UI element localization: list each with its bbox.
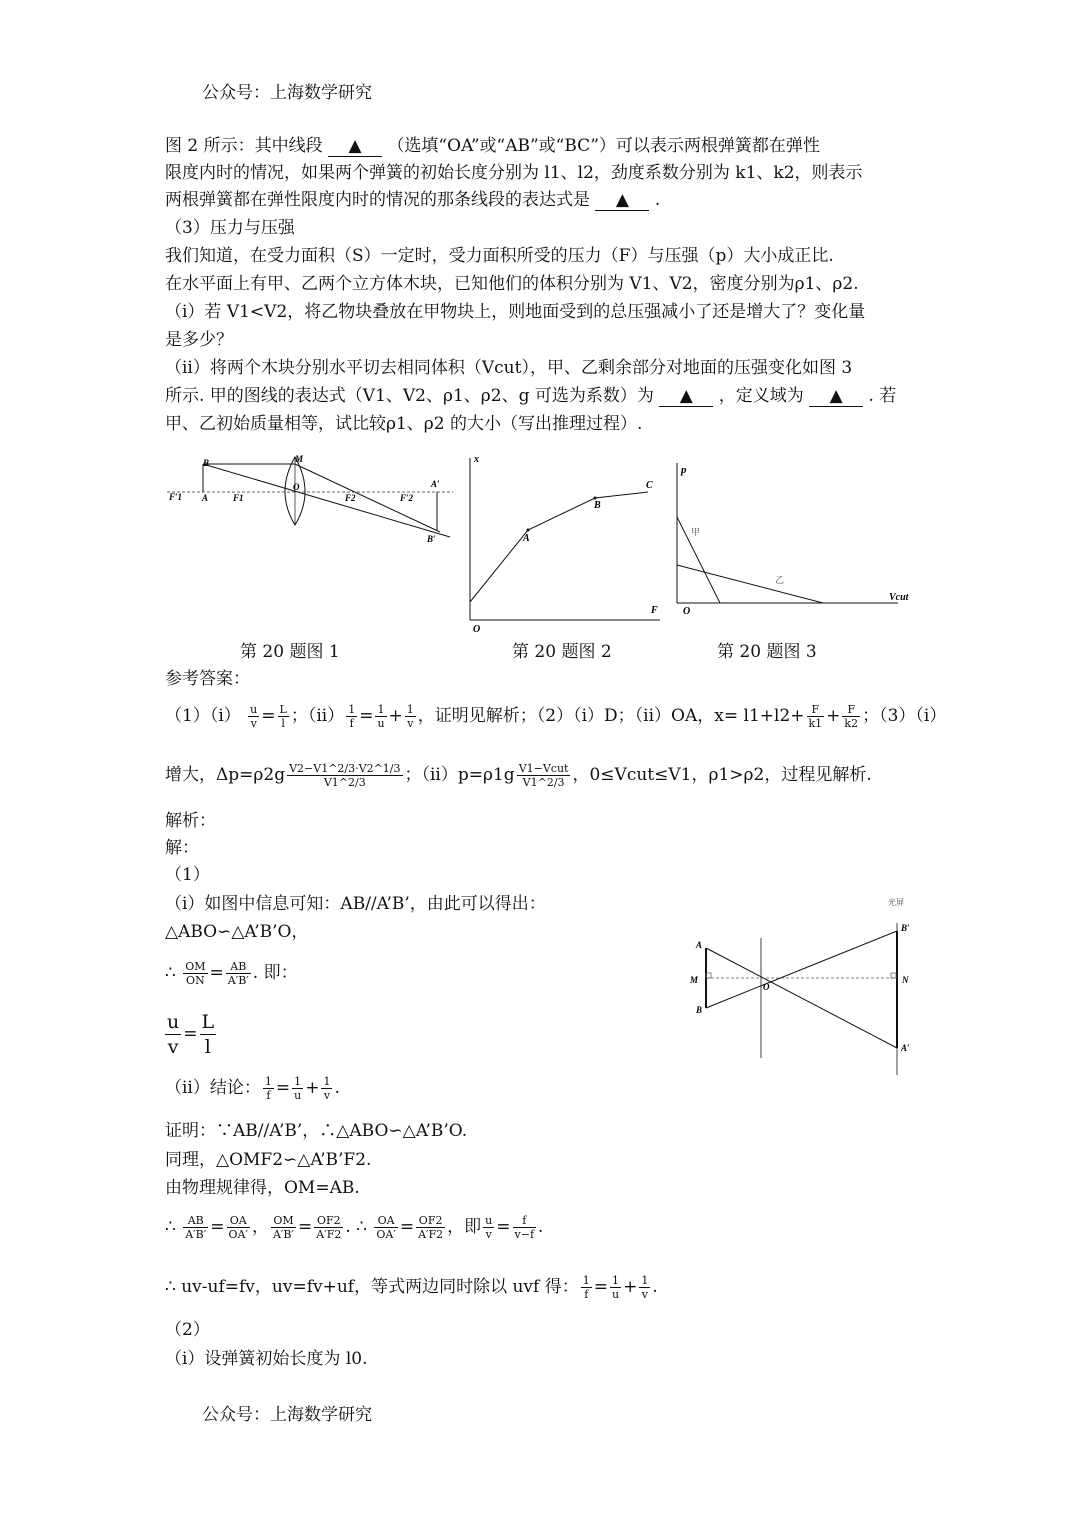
q3-i-line1: （i）若 V1<V2，将乙物块叠放在甲物块上，则地面受到的总压强减小了还是增大了？变化量 [165,302,866,322]
frac-den: A′F2 [418,1228,444,1241]
q3-text: . 若 [868,386,897,406]
solution-s3: △ABO∽△A’B’O， [165,922,309,942]
solution-s9: 由物理规律得，OM=AB. [165,1178,360,1198]
answer-text: ；（ii）p=ρ1g [404,765,515,785]
frac-den: v−f [514,1228,535,1241]
frac-num: OA [227,1214,250,1228]
solution-s2: （i）如图中信息可知：AB//A’B’，由此可以得出： [165,894,546,914]
frac-den: ON [186,974,205,987]
q3-ii-line2 [165,383,896,410]
answer-blank: ▲ [659,386,713,407]
frac-num: u [250,703,258,716]
answer-title: 参考答案： [165,669,250,689]
frac-u-v [248,703,259,730]
solution-text: ， [251,1217,269,1237]
q2-line1 [165,133,820,160]
frac-num: OF2 [314,1214,343,1228]
answer-text: ；（ii） [290,706,345,726]
frac-num: L [201,1011,215,1033]
frac-num: 1 [582,1274,590,1287]
frac-den: V1^2/3 [323,776,366,789]
frac-num: 1 [641,1274,649,1287]
solution-text: ∴ uv-uf=fv，uv=fv+uf，等式两边同时除以 uvf 得： [165,1277,579,1297]
frac-den: v [641,1288,648,1301]
frac-1-v [639,1274,650,1301]
frac-den: u [377,717,385,730]
label-F1: F1 [233,493,244,503]
answer-text: 增大，Δp=ρ2g [165,765,286,785]
graph-line-OABC [470,492,648,602]
frac-num: F [842,703,860,717]
frac-den: v [407,717,414,730]
frac-L-l-big [200,1010,217,1059]
frac-1-u [292,1075,303,1102]
frac-num: OM [185,960,206,973]
frac-F-k1 [807,703,825,730]
solution-text: . [334,1078,340,1098]
solution-s1: （1） [165,865,210,885]
solution-text: ，即 [447,1217,482,1237]
frac-den: f [349,717,354,730]
label-O: O [293,482,300,492]
frac-den: v [323,1089,331,1102]
frac-OF2-ApF2 [416,1214,445,1241]
q2-text: 图 2 所示：其中线段 [165,136,323,156]
label-F2: F2 [345,493,356,503]
label-O: O [473,624,481,635]
caption-fig1: 第 20 题图 1 [240,642,340,662]
q2-line2: 限度内时的情况，如果两个弹簧的初始长度分别为 l1、l2，劲度系数分别为 k1、k2，则表示 [165,163,863,183]
q3-para2: 在水平面上有甲、乙两个立方体木块，已知他们的体积分别为 V1、V2，密度分别为ρ1、ρ2. [165,274,859,294]
figure-lens-diagram [165,452,455,552]
q3-ii-line3: 甲、乙初始质量相等，试比较ρ1、ρ2 的大小（写出推理过程）. [165,414,643,434]
answer-blank: ▲ [328,136,382,157]
frac-num: 1 [406,703,414,716]
frac-den: l [281,717,285,730]
solution-s11: ∴ uv-uf=fv，uv=fv+uf，等式两边同时除以 uvf 得： $\frac{1}{f}$ = $\frac{1}{u}$ + $\frac{1}{v}$ . [165,1274,658,1301]
label-M: M [690,975,699,985]
frac-num: 1 [264,1075,272,1088]
label-jia: 甲 [691,527,701,537]
frac-den: v [485,1228,492,1241]
frac-den: v [167,1036,179,1058]
figure-projection-diagram [688,893,920,1078]
frac-num: V1−Vcut [518,762,569,775]
label-x: x [474,454,479,465]
solution-s5: $\frac{u}{v}$ = $\frac{L}{l}$ [167,1011,215,1058]
frac-1-f [581,1274,592,1301]
label-A: A [696,940,703,950]
frac-den: v [250,717,257,730]
frac-1-v [321,1075,332,1102]
q3-para1: 我们知道，在受力面积（S）一定时，受力面积所受的压力（F）与压强（p）大小成正比. [165,246,834,266]
page-footer: 公众号：上海数学研究 [202,1405,372,1425]
solution-s12: （2） [165,1320,210,1340]
frac-1-f [263,1075,274,1102]
caption-fig2: 第 20 题图 2 [512,642,612,662]
label-M: M [295,454,304,464]
frac-1-u [375,703,386,730]
frac-num: 1 [375,703,386,717]
label-C: C [646,480,653,491]
frac-u-v [483,1214,494,1241]
frac-OA-OAp [374,1214,397,1241]
frac-den: A′F2 [316,1228,342,1241]
label-Bp: B′ [427,534,436,544]
label-Bp: B′ [901,923,910,933]
label-Ap: A′ [431,479,440,489]
frac-OM-ON [183,960,207,987]
label-F1p: F′1 [169,492,183,502]
q3-text: 所示. 甲的图线的表达式（V1、V2、ρ1、ρ2、g 可选为系数）为 [165,386,654,406]
q3-text: ，定义域为 [718,386,804,406]
label-A: A [523,533,530,544]
q2-text: 两根弹簧都在弹性限度内时的情况的那条线段的表达式是 [165,190,590,210]
solution-text: （ii）结论： [165,1078,261,1098]
frac-num: AB [226,960,251,974]
solution-text: . ∴ [345,1217,367,1237]
frac-F-k2 [842,703,860,730]
label-O: O [683,606,691,617]
label-F: F [651,605,658,616]
answer-text: + [826,706,841,726]
frac-1-f [346,703,357,730]
solution-s4: ∴ $\frac{OM}{ON}$ = $\frac{AB}{A'B'}$ . 即： [165,960,298,987]
frac-den: f [584,1288,589,1301]
frac-AB-ApBp [226,960,251,987]
frac-den: f [266,1089,271,1102]
frac-num: OF2 [416,1214,445,1228]
frac-num: 1 [348,703,356,716]
frac-num: 1 [610,1274,621,1288]
frac-num: F [807,703,825,717]
answer-blank: ▲ [595,190,649,211]
frac-p [517,762,571,789]
frac-num: f [513,1214,537,1228]
ray-B [706,931,897,1008]
frac-den: k1 [808,717,823,730]
solution-s6: （ii）结论： $\frac{1}{f}$ = $\frac{1}{u}$ + $\frac{1}{v}$ . [165,1075,340,1102]
label-Vcut: Vcut [889,592,909,603]
frac-den: l [204,1036,211,1058]
q2-line3 [165,187,660,214]
frac-den: A′B′ [185,1228,207,1241]
figure-pressure-graph [673,455,918,620]
frac-OF2-ApF2 [314,1214,343,1241]
answer-text: ，0≤Vcut≤V1，ρ1>ρ2，过程见解析. [572,765,872,785]
frac-L-l [278,703,289,730]
answer-blank: ▲ [809,386,863,407]
frac-den: OA′ [228,1228,248,1241]
label-p: p [681,464,687,476]
frac-num: 1 [323,1075,331,1088]
answer-text: ，证明见解析；（2）（i）D；（ii）OA，x= l1+l2+ [417,706,805,726]
label-N: N [902,975,909,985]
frac-AB-ApBp [183,1214,208,1241]
q3-title: （3）压力与压强 [165,218,295,238]
label-O: O [763,982,770,992]
solution-s13: （i）设弹簧初始长度为 l0. [165,1349,368,1369]
solution-jie: 解： [165,838,199,858]
frac-den: V1^2/3 [522,776,565,789]
label-screen: 光屏 [888,898,904,907]
therefore: ∴ [165,1217,176,1237]
frac-den: u [611,1288,620,1301]
label-yi: 乙 [775,575,785,585]
label-B: B [594,500,601,511]
frac-num: AB [183,1214,208,1228]
line-yi [677,565,823,603]
page-header: 公众号：上海数学研究 [202,83,372,103]
solution-text: . [652,1277,658,1297]
frac-den: A′B′ [227,974,249,987]
frac-OM-ApBp [271,1214,296,1241]
label-A: A [202,493,209,503]
solution-text: . [538,1217,544,1237]
frac-num: u [167,1011,180,1033]
frac-num: OM [271,1214,296,1228]
frac-f-vmf [513,1214,537,1241]
frac-num: L [279,703,287,716]
frac-den: OA′ [376,1228,396,1241]
frac-num: OA [374,1214,397,1228]
frac-delta-p [287,762,402,789]
solution-title: 解析： [165,811,216,831]
answer-text: （1）（i） [165,706,241,726]
frac-1-u [610,1274,621,1301]
label-F2p: F′2 [400,493,414,503]
solution-text: . 即： [252,963,298,983]
q2-text: . [654,190,661,210]
answer-line2 [165,762,872,789]
right-angle-N [891,973,896,978]
answer-text: ；（3）（i） [862,706,947,726]
solution-s7: 证明：∵AB//A’B’，∴△ABO∽△A’B’O. [165,1121,468,1141]
caption-fig3: 第 20 题图 3 [717,642,817,662]
q2-text: （选填“OA”或“AB”或“BC”）可以表示两根弹簧都在弹性 [387,136,820,156]
label-B: B [696,1005,703,1015]
frac-num: u [485,1214,493,1227]
figure-spring-graph [460,450,670,635]
frac-num: V2−V1^2/3·V2^1/3 [289,762,401,775]
therefore: ∴ [165,963,176,983]
q3-ii-line1: （ii）将两个木块分别水平切去相同体积（Vcut），甲、乙剩余部分对地面的压强变化如图 3 [165,358,853,378]
frac-num: 1 [292,1075,303,1089]
frac-den: A′B′ [272,1228,295,1241]
label-Ap: A′ [901,1043,910,1053]
answer-line1: （1）（i） $\frac{u}{v}$ = $\frac{L}{l}$ ；（ii） $\frac{1}{f}$ = $\frac{1}{u}$ + $\frac{1}{v}$ ，证明见解析；（2）（i）D；（ii）OA，x= l1+l2+ $\frac{F}{k1}$ + $\frac{F}{k2}$ ；（3）（i） [165,703,947,730]
solution-s8: 同理，△OMF2∽△A’B’F2. [165,1150,372,1170]
label-B: B [203,458,210,468]
frac-den: u [294,1089,302,1102]
frac-den: k2 [844,717,859,730]
ray-A [706,948,897,1048]
q3-i-line2: 是多少？ [165,330,233,350]
point-A [527,529,530,532]
solution-s10: ∴ $\frac{AB}{A'B'}$ = $\frac{OA}{OA'}$ ， $\frac{OM}{A'B'}$ = $\frac{OF2}{A'F2}$ . ∴ $\frac{OA}{OA'}$ = $\frac{OF2}{A'F2}$ ，即 $\frac{u}{v}$ = $\frac{f}{v-f}$ . [165,1214,544,1241]
frac-u-v-big [165,1010,181,1059]
frac-OA-OAp [227,1214,250,1241]
frac-1-v [405,703,416,730]
